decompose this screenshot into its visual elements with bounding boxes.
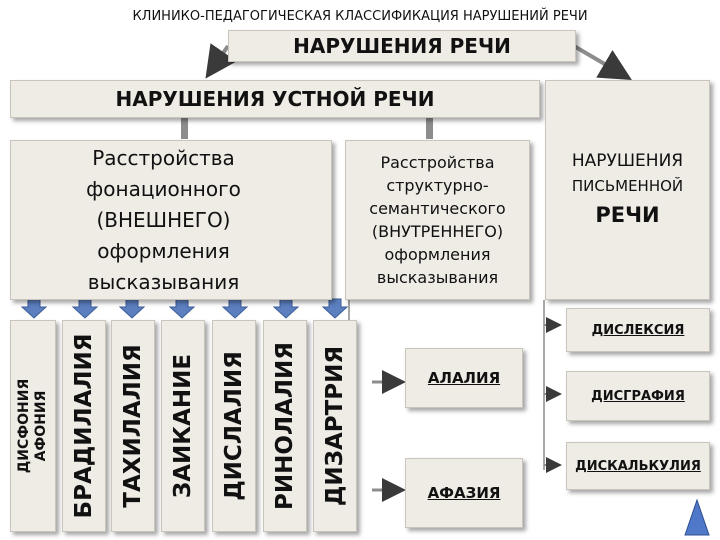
phonation-item-bradylalia: [62, 320, 106, 532]
arrow-icon: [170, 299, 194, 318]
phonation-box: [10, 140, 332, 300]
oral-speech-box: [10, 80, 540, 118]
root-box: [228, 30, 576, 62]
arrow-icon: [274, 299, 298, 318]
root-to-oral-arrow: [210, 46, 228, 72]
arrow-icon: [223, 299, 247, 318]
stuttering-label: ЗАИКАНИЕ: [170, 353, 196, 499]
arrow-icon: [22, 299, 46, 318]
phonation-item-dyslalia: [212, 320, 256, 532]
rhinolalia-label: РИНОЛАЛИЯ: [272, 342, 298, 510]
aphonia-label: АФОНИЯ: [33, 390, 49, 462]
written-line1: НАРУШЕНИЯ: [571, 151, 684, 171]
written-line2: ПИСЬМЕННОЙ: [571, 177, 684, 195]
dysgraphia-label: ДИСГРАФИЯ: [591, 388, 685, 404]
phonation-label: Расстройства фонационного (ВНЕШНЕГО) оформления высказывания: [86, 145, 241, 294]
written-speech-box: [545, 80, 710, 300]
phonation-item-stuttering: [161, 320, 205, 532]
alalia-box: [405, 348, 523, 408]
dyscalculia-box: [566, 442, 710, 490]
oral-to-phonation-stub: [181, 117, 188, 139]
bradylalia-label: БРАДИЛАЛИЯ: [71, 333, 97, 519]
phonation-item-dysphonia: [10, 320, 56, 532]
aphasia-box: [405, 458, 523, 528]
dysgraphia-box: [566, 371, 710, 421]
phonation-item-rhinolalia: [263, 320, 307, 532]
alalia-label: АЛАЛИЯ: [427, 369, 501, 387]
page-title: КЛИНИКО-ПЕДАГОГИЧЕСКАЯ КЛАССИФИКАЦИЯ НАРУШЕНИЙ РЕЧИ: [132, 8, 588, 24]
dyslexia-label: ДИСЛЕКСИЯ: [591, 322, 685, 338]
navigation-triangle-icon: [685, 500, 709, 535]
structural-box: [345, 140, 530, 300]
oral-to-structural-stub: [426, 117, 433, 139]
arrow-icon: [323, 299, 347, 318]
structural-label: Расстройства структурно-семантического (ВНУТРЕННЕГО) оформления высказывания: [369, 153, 506, 287]
dyslalia-label: ДИСЛАЛИЯ: [221, 351, 247, 501]
arrow-icon: [73, 299, 97, 318]
root-to-written-arrow: [574, 46, 625, 76]
dysarthria-label: ДИЗАРТРИЯ: [322, 345, 348, 507]
aphasia-label: АФАЗИЯ: [427, 484, 501, 502]
phonation-item-tachylalia: [111, 320, 155, 532]
arrow-icon: [120, 299, 144, 318]
dysphonia-label: ДИСФОНИЯ: [16, 378, 32, 474]
tachylalia-label: ТАХИЛАЛИЯ: [120, 344, 146, 508]
oral-speech-label: НАРУШЕНИЯ УСТНОЙ РЕЧИ: [115, 87, 435, 111]
phonation-item-dysarthria: [313, 320, 357, 532]
dyscalculia-label: ДИСКАЛЬКУЛИЯ: [575, 458, 701, 474]
written-line3: РЕЧИ: [595, 203, 660, 227]
root-label: НАРУШЕНИЯ РЕЧИ: [293, 34, 511, 58]
dyslexia-box: [566, 308, 710, 352]
